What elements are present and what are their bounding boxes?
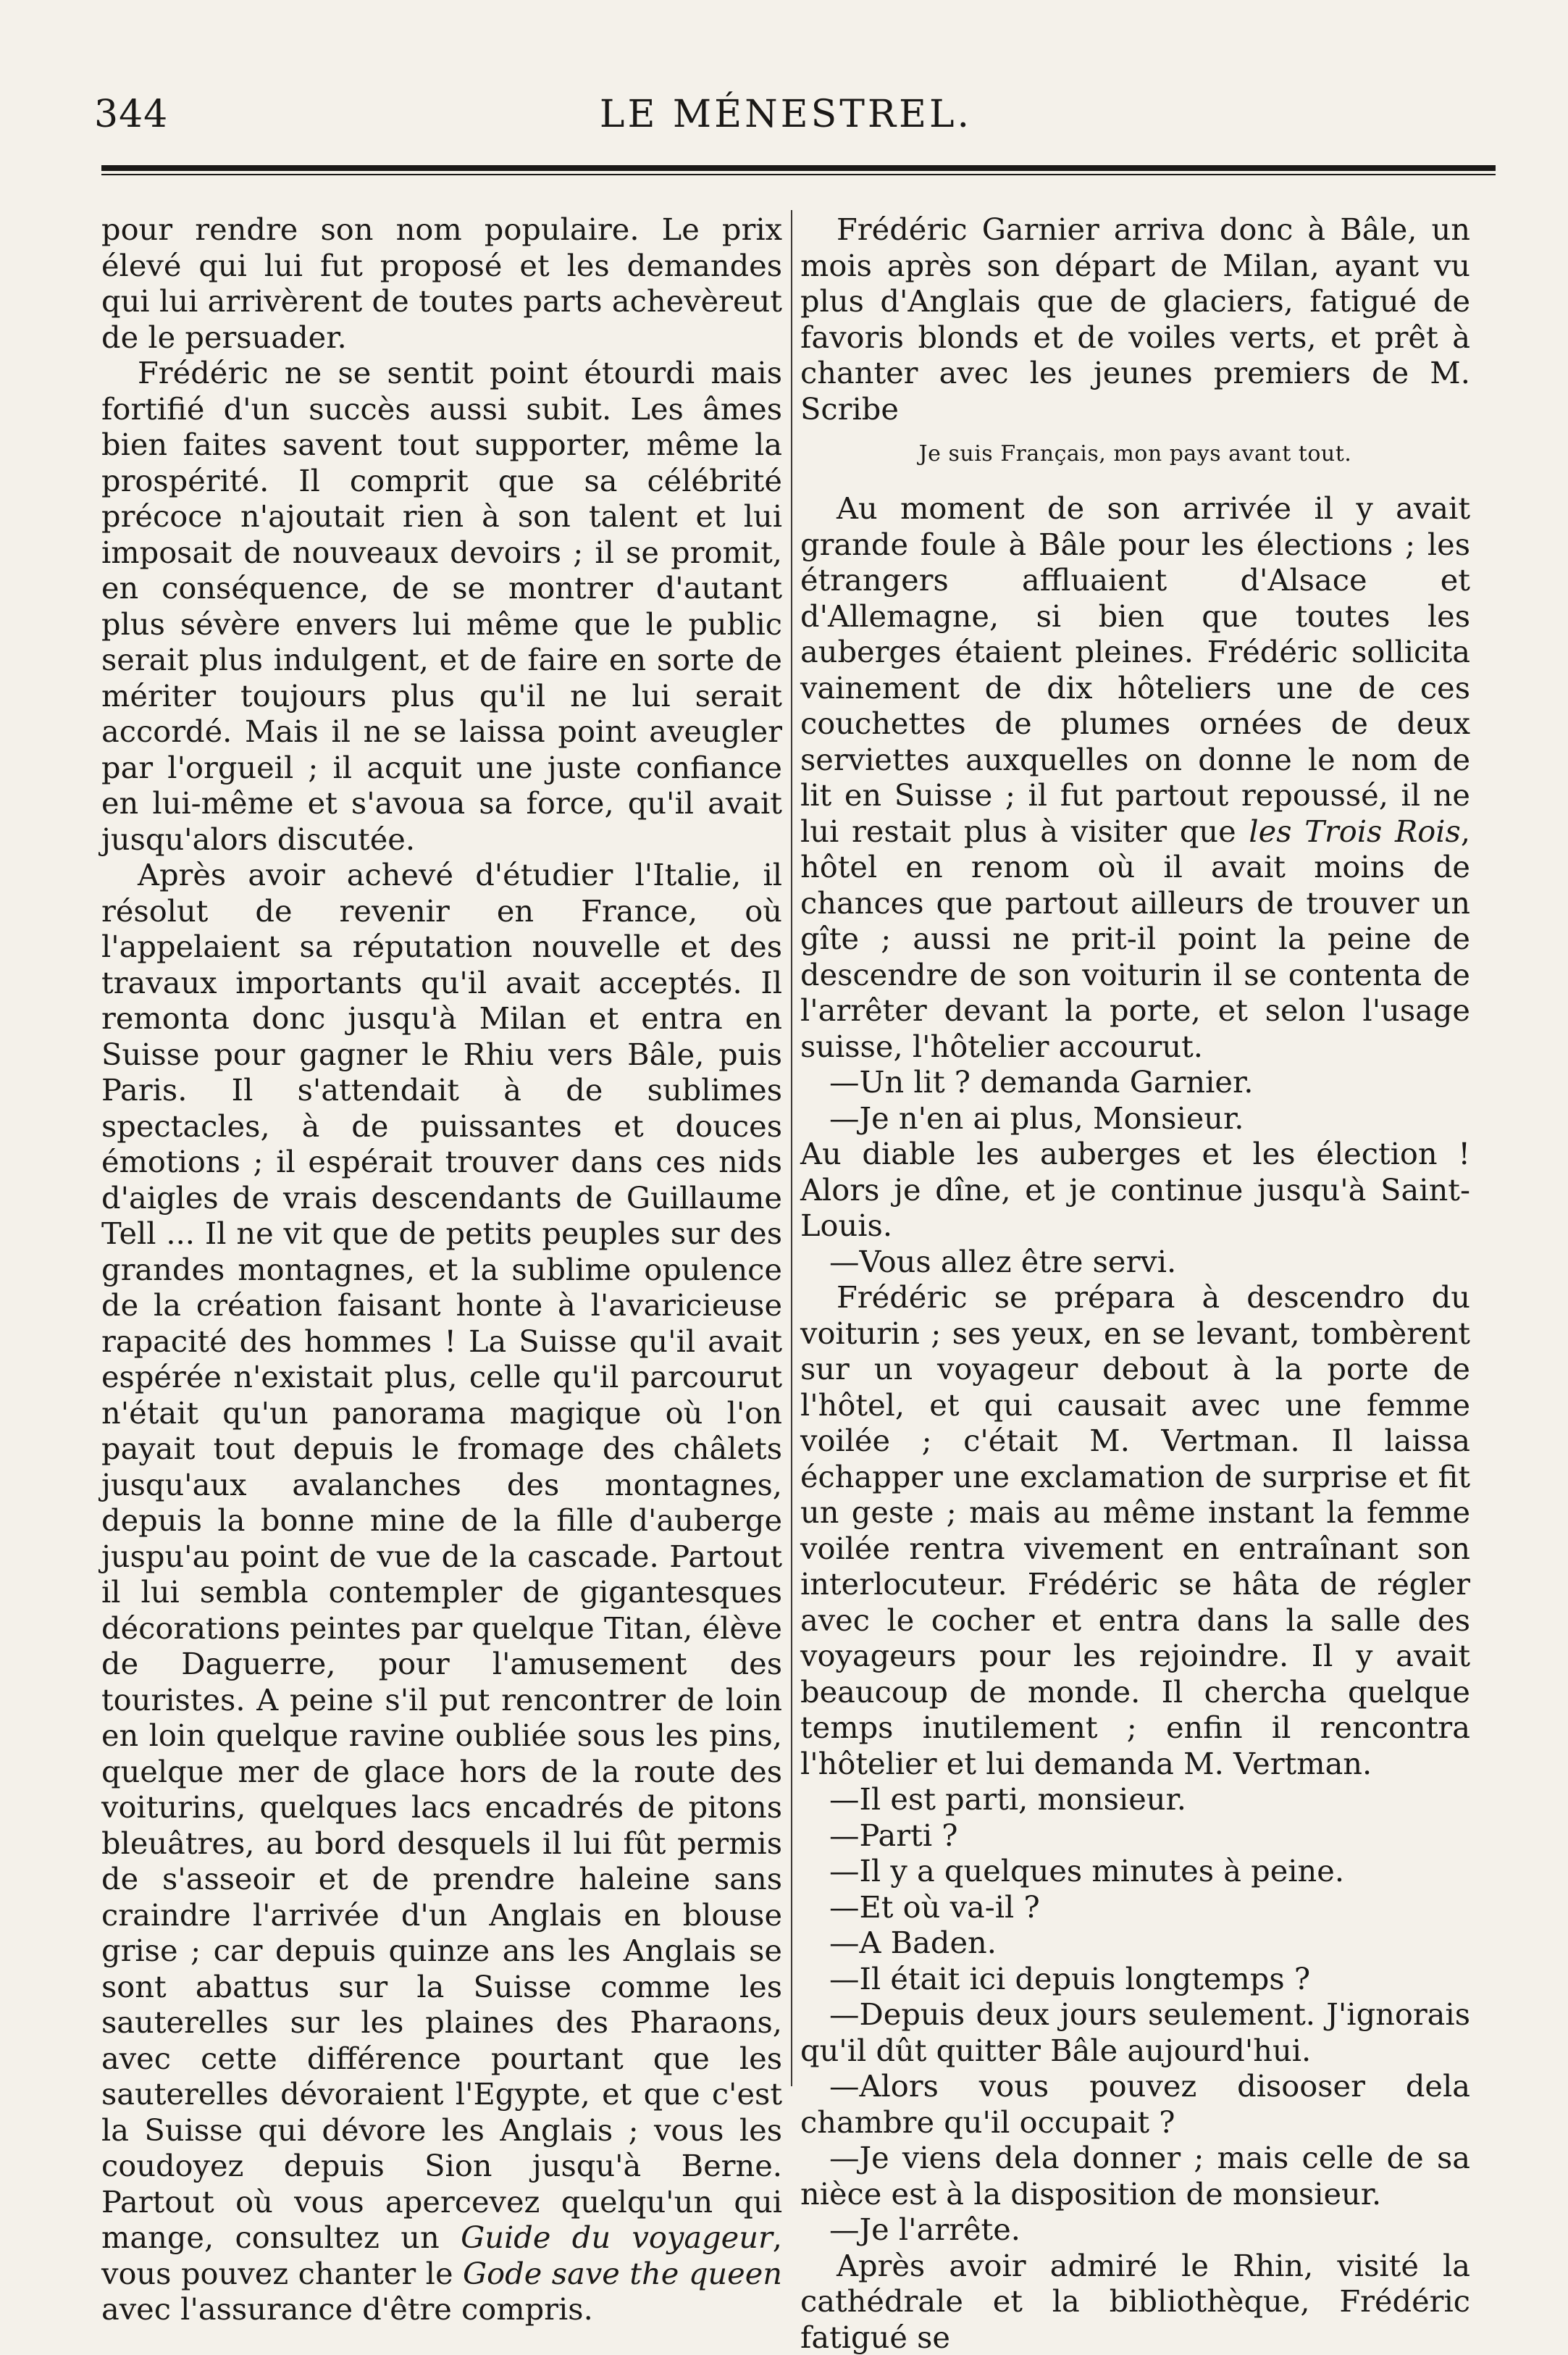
- dialog-line: —Je n'en ai plus, Monsieur.: [800, 1100, 1470, 1137]
- dialog-line: —Depuis deux jours seulement. J'ignorais qu'il dût quitter Bâle aujourd'hui.: [800, 1996, 1470, 2068]
- right-column: [800, 212, 1470, 2355]
- italic-title: Gode save the queen: [463, 2256, 782, 2291]
- dialog-line: —Il est parti, monsieur.: [800, 1781, 1470, 1818]
- paragraph: Frédéric ne se sentit point étourdi mais fortifié d'un succès aussi subit. Les âmes bien faites savent tout supporter, même la prospérité. Il comprit que sa célébrité précoce n'ajoutait rien à son talent et lui imposait de nouveaux devoirs ; il se promit, en conséquence, de se montrer d'autant plus sévère envers lui même que le public serait plus indulgent, et de faire en sorte de mériter toujours plus qu'il ne lui serait accordé. Mais il ne se laissa point aveugler par l'orgueil ; il acquit une juste confiance en lui-même et s'avoua sa force, qu'il avait jusqu'alors discutée.: [101, 355, 782, 857]
- dialog-line: —Il était ici depuis longtemps ?: [800, 1961, 1470, 1997]
- paragraph-text: Après avoir achevé d'étudier l'Italie, il résolut de revenir en France, où l'appelaient sa réputation nouvelle et des travaux importants qu'il avait acceptés. Il remonta donc jusqu'à Milan et entra en Suisse pour gagner le Rhiu vers Bâle, puis Paris. Il s'attendait à de sublimes spectacles, à de puissantes et douces émotions ; il espérait trouver dans ces nids d'aigles de vrais descendants de Guillaume Tell ... Il ne vit que de petits peuples sur des grandes montagnes, et la sublime opulence de la création faisant honte à l'avaricieuse rapacité des hommes ! La Suisse qu'il avait espérée n'existait plus, celle qu'il parcourut n'était qu'un panorama magique où l'on payait tout depuis le fromage des châlets jusqu'aux avalanches des montagnes, depuis la bonne mine de la fille d'auberge juspu'au point de vue de la cascade. Partout il lui sembla contempler de gigantesques décorations peintes par quelque Titan, élève de Daguerre, pour l'amusement des touristes. A peine s'il put rencontrer de loin en loin quelque ravine oubliée sous les pins, quelque mer de glace hors de la route des voiturins, quelques lacs encadrés de pitons bleuâtres, au bord desquels il lui fût permis de s'asseoir et de prendre haleine sans craindre l'arrivée d'un Anglais en blouse grise ; car depuis quinze ans les Anglais se sont abattus sur la Suisse comme les sauterelles sur les plaines des Pharaons, avec cette différence pourtant que les sauterelles dévoraient l'Egypte, et que c'est la Suisse qui dévore les Anglais ; vous les coudoyez depuis Sion jusqu'à Berne. Partout où vous apercevez quelqu'un qui mange, consultez un: [101, 857, 782, 2255]
- running-head: LE MÉNESTREL.: [87, 93, 1485, 136]
- paragraph-text: , hôtel en renom où il avait moins de chances que partout ailleurs de trouver un gîte ; aussi ne prit-il point la peine de descendre de son voiturin il se contenta de l'arrêter devant la porte, et selon l'usage suisse, l'hôtelier accourut.: [800, 813, 1470, 1064]
- paragraph: Frédéric Garnier arriva donc à Bâle, un mois après son départ de Milan, ayant vu plus d'Anglais que de glaciers, fatigué de favoris blonds et de voiles verts, et prêt à chanter avec les jeunes premiers de M. Scribe: [800, 212, 1470, 427]
- dialog-line: —Un lit ? demanda Garnier.: [800, 1064, 1470, 1100]
- page-number: 344: [94, 93, 168, 136]
- epigraph: Je suis Français, mon pays avant tout.: [800, 440, 1470, 469]
- left-column: [101, 212, 782, 2327]
- paragraph: Au diable les auberges et les élection ! Alors je dîne, et je continue jusqu'à Saint-Louis.: [800, 1136, 1470, 1244]
- dialog-line: —Et où va-il ?: [800, 1889, 1470, 1925]
- dialog-line: —Il y a quelques minutes à peine.: [800, 1853, 1470, 1889]
- paragraph-text: avec l'assurance d'être compris.: [101, 2291, 593, 2327]
- header-rule: [101, 165, 1496, 171]
- dialog-line: —Parti ?: [800, 1818, 1470, 1854]
- column-divider: [791, 210, 792, 2086]
- paragraph: [101, 857, 782, 2327]
- paragraph: Frédéric se prépara à descendro du voiturin ; ses yeux, en se levant, tombèrent sur un voyageur debout à la porte de l'hôtel, et qui causait avec une femme voilée ; c'était M. Vertman. Il laissa échapper une exclamation de surprise et fit un geste ; mais au même instant la femme voilée rentra vivement en entraînant son interlocuteur. Frédéric se hâta de régler avec le cocher et entra dans la salle des voyageurs pour les rejoindre. Il y avait beaucoup de monde. Il chercha quelque temps inutilement ; enfin il rencontra l'hôtelier et lui demanda M. Vertman.: [800, 1279, 1470, 1781]
- paragraph: Après avoir admiré le Rhin, visité la cathédrale et la bibliothèque, Frédéric fatigué se: [800, 2248, 1470, 2355]
- dialog-line: —A Baden.: [800, 1925, 1470, 1961]
- dialog-line: —Je viens dela donner ; mais celle de sa nièce est à la disposition de monsieur.: [800, 2140, 1470, 2212]
- page-header: [87, 78, 1485, 143]
- dialog-line: —Vous allez être servi.: [800, 1244, 1470, 1280]
- paragraph: [800, 490, 1470, 1064]
- paragraph-text: Au moment de son arrivée il y avait grande foule à Bâle pour les élections ; les étrangers affluaient d'Alsace et d'Allemagne, si bien que toutes les auberges étaient pleines. Frédéric sollicita vainement de dix hôteliers une de ces couchettes de plumes ornées de deux serviettes auxquelles on donne le nom de lit en Suisse ; il fut partout repoussé, il ne lui restait plus à visiter que: [800, 490, 1470, 849]
- italic-hotel-name: les Trois Rois: [1249, 813, 1460, 849]
- dialog-line: —Alors vous pouvez disooser dela chambre qu'il occupait ?: [800, 2068, 1470, 2140]
- header-rule-thin: [101, 174, 1496, 175]
- paragraph-text: , vous pouvez chanter le: [101, 2220, 782, 2291]
- dialog-line: —Je l'arrête.: [800, 2212, 1470, 2248]
- paragraph: pour rendre son nom populaire. Le prix élevé qui lui fut proposé et les demandes qui lui arrivèrent de toutes parts achevèreut de le persuader.: [101, 212, 782, 355]
- italic-title: Guide du voyageur: [461, 2220, 773, 2255]
